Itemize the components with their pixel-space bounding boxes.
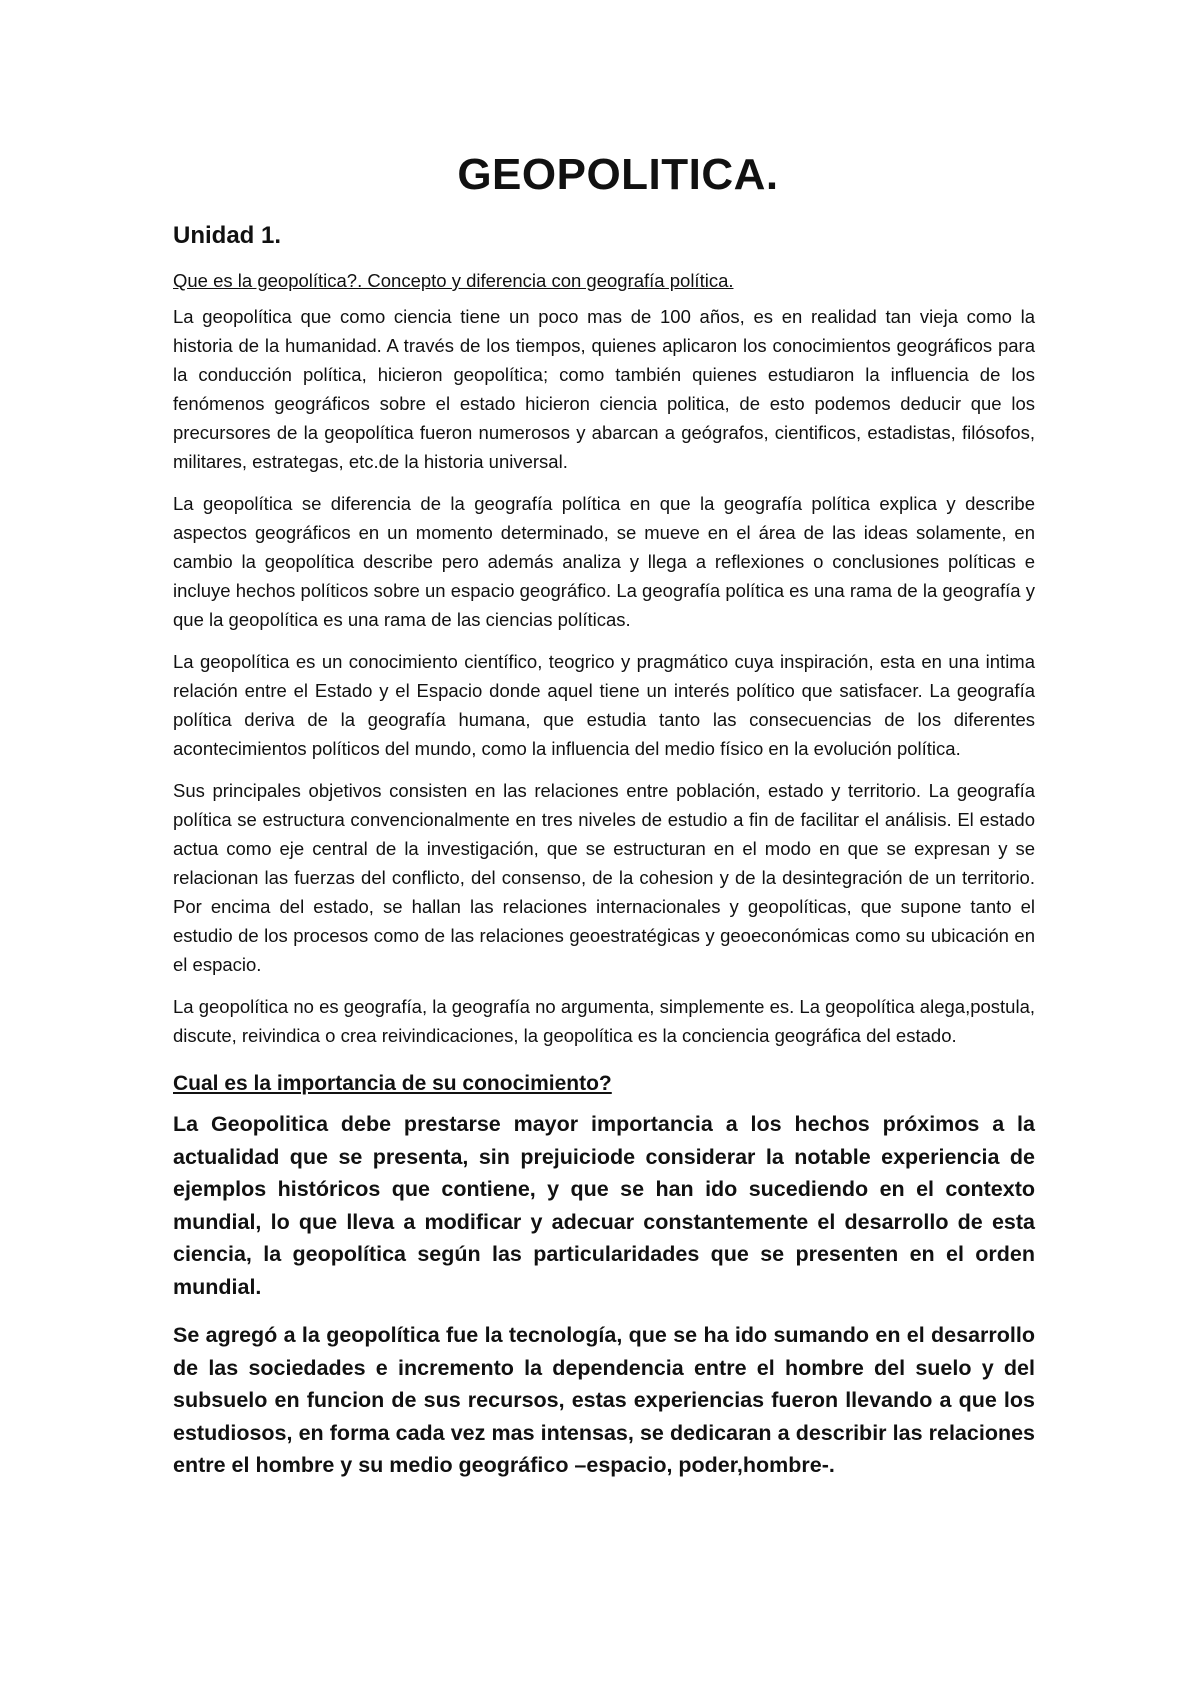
- bold-paragraph: Se agregó a la geopolítica fue la tecnología, que se ha ido sumando en el desarrollo de las sociedades e incremento la dependencia entre el hombre del suelo y del subsuelo en funcion de sus recursos, estas experiencias fueron llevando a que los estudiosos, en forma cada vez mas intensas, se dedicaran a describir las relaciones entre el hombre y su medio geográfico –espacio, poder,hombre-.: [173, 1323, 1035, 1477]
- document-title: GEOPOLITICA.: [457, 150, 779, 199]
- document-page: [173, 150, 1035, 1498]
- paragraph: La geopolítica no es geografía, la geografía no argumenta, simplemente es. La geopolítica alega,postula, discute, reivindica o crea reivindicaciones, la geopolítica es la conciencia geográfica del estado.: [173, 996, 1035, 1046]
- paragraph: La geopolítica se diferencia de la geografía política en que la geografía política explica y describe aspectos geográficos en un momento determinado, se mueve en el área de las ideas solamente, en cambio la geopolítica describe pero además analiza y llega a reflexiones o conclusiones políticas e incluye hechos políticos sobre un espacio geográfico. La geografía política es una rama de la geografía y que la geopolítica es una rama de las ciencias políticas.: [173, 493, 1035, 630]
- section-subtitle: Que es la geopolítica?. Concepto y diferencia con geografía política.: [173, 270, 734, 291]
- paragraph: La geopolítica es un conocimiento científico, teogrico y pragmático cuya inspiración, esta en una intima relación entre el Estado y el Espacio donde aquel tiene un interés político que satisfacer. La geografía política deriva de la geografía humana, que estudia tanto las consecuencias de los diferentes acontecimientos políticos del mundo, como la influencia del medio físico en la evolución política.: [173, 651, 1035, 759]
- paragraph: Sus principales objetivos consisten en las relaciones entre población, estado y territorio. La geografía política se estructura convencionalmente en tres niveles de estudio a fin de facilitar el análisis. El estado actua como eje central de la investigación, que se estructuran en el modo en que se expresan y se relacionan las fuerzas del conflicto, del consenso, de la cohesion y de la desintegración de un territorio. Por encima del estado, se hallan las relaciones internacionales y geopolíticas, que supone tanto el estudio de los procesos como de las relaciones geoestratégicas y geoeconómicas como su ubicación en el espacio.: [173, 780, 1035, 975]
- section-heading: Cual es la importancia de su conocimiento?: [173, 1072, 612, 1095]
- paragraph: La geopolítica que como ciencia tiene un poco mas de 100 años, es en realidad tan vieja como la historia de la humanidad. A través de los tiempos, quienes aplicaron los conocimientos geográficos para la conducción política, hicieron geopolítica; como también quienes estudiaron la influencia de los fenómenos geográficos sobre el estado hicieron ciencia politica, de esto podemos deducir que los precursores de la geopolítica fueron numerosos y abarcan a geógrafos, cientificos, estadistas, filósofos, militares, estrategas, etc.de la historia universal.: [173, 306, 1035, 472]
- unit-heading: Unidad 1.: [173, 222, 282, 249]
- bold-paragraph: La Geopolitica debe prestarse mayor importancia a los hechos próximos a la actualidad que se presenta, sin prejuiciode considerar la notable experiencia de ejemplos históricos que contiene, y que se han ido sucediendo en el contexto mundial, lo que lleva a modificar y adecuar constantemente el desarrollo de esta ciencia, la geopolítica según las particularidades que se presenten en el orden mundial.: [173, 1112, 1035, 1299]
